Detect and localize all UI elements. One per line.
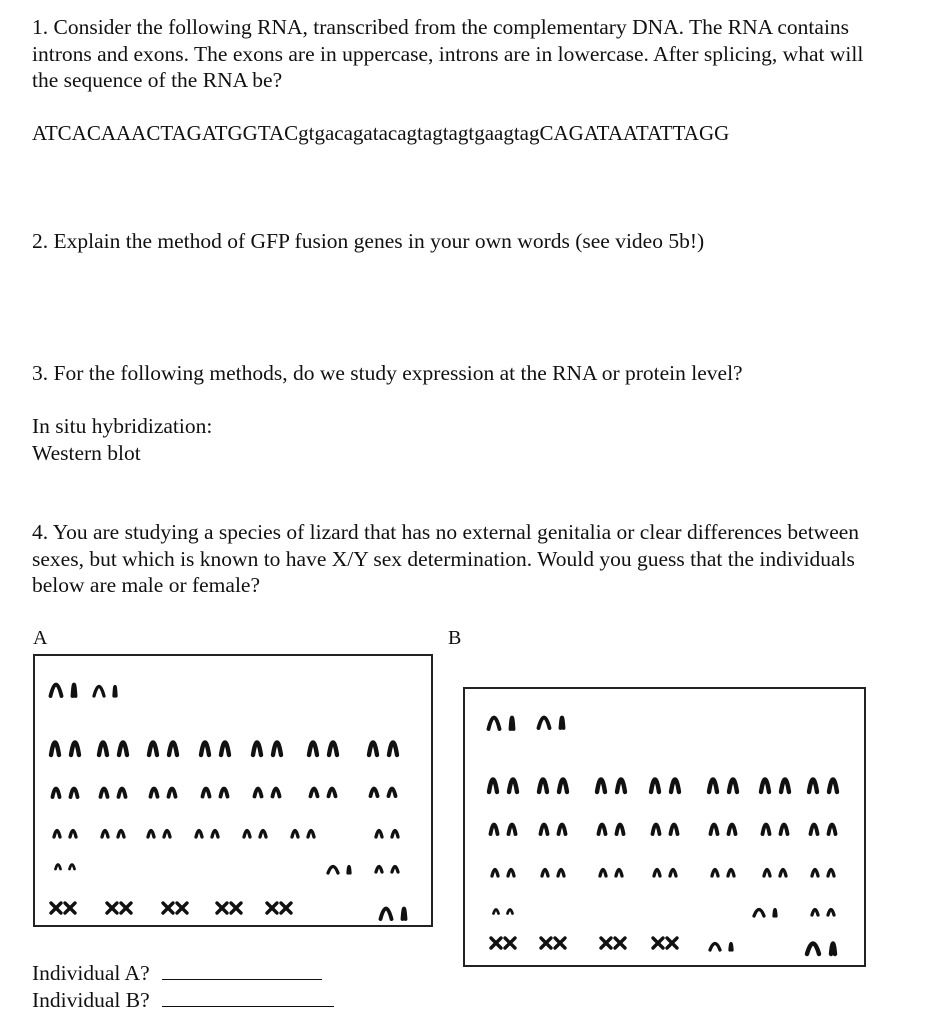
rna-sequence: ATCACAAACTAGATGGTACgtgacagatacagtagtagtgaagtagCAGATAATATTAGG — [32, 121, 730, 145]
chromosome-pair — [376, 867, 398, 873]
chromosome-pair — [244, 831, 266, 838]
chromosome-pair — [292, 831, 314, 838]
chromosome-pair — [539, 718, 564, 729]
chromosome-pair — [107, 903, 131, 913]
chromosome-pair — [489, 780, 517, 793]
chromosome-pair — [217, 903, 241, 913]
question-3-text: 3. For the following methods, do we study expression at the RNA or protein level? — [32, 361, 743, 385]
chromosome-pair — [653, 938, 677, 948]
chromosome-pair — [599, 825, 624, 835]
chromosome-pair — [761, 780, 789, 793]
answer-a-row — [32, 960, 322, 986]
chromosome-pair — [267, 903, 291, 913]
chromosome-pair — [597, 780, 625, 793]
chromosome-pair — [541, 825, 566, 835]
chromosome-pair — [311, 789, 336, 797]
chromosome-pair — [203, 789, 228, 797]
panel-a-label: A — [33, 627, 48, 649]
chromosome-pair — [309, 743, 337, 756]
chromosome-pair — [812, 870, 834, 877]
chromosome-pair — [654, 870, 676, 877]
chromosome-pair — [653, 825, 678, 835]
chromosome-pair — [51, 903, 75, 913]
question-4-text: 4. You are studying a species of lizard that has no external genitalia or clear differences between sexes, but which is known to have X/Y sex determination. Would you guess that the individuals below are male or female? — [32, 520, 860, 597]
chromosome-pair — [51, 685, 76, 697]
chromosome-pair — [381, 909, 406, 920]
answer-b-row — [32, 987, 334, 1013]
panel-b-label: B — [448, 627, 462, 649]
chromosome-pair — [763, 825, 788, 835]
chromosome-pair — [542, 870, 564, 877]
chromosome-pair — [711, 825, 736, 835]
answer-b-label: Individual B? — [32, 988, 150, 1012]
chromosome-pair — [151, 789, 176, 797]
chromosome-pair — [812, 910, 834, 916]
chromosome-pair — [54, 831, 76, 838]
chromosome-pair — [492, 870, 514, 877]
chromosome-pair — [651, 780, 679, 793]
chromosome-pair — [709, 780, 737, 793]
chromosome-pair — [494, 910, 513, 914]
chromosome-pair — [148, 831, 170, 838]
chromosome-pair — [754, 910, 776, 917]
chromosome-pair — [102, 831, 124, 838]
chromosome-pair — [53, 789, 78, 798]
method-in-situ-hybridization: In situ hybridization: — [32, 414, 213, 438]
chromosome-pair — [253, 743, 281, 756]
chromosome-pair — [255, 789, 280, 797]
method-western-blot: Western blot — [32, 441, 141, 465]
chromosome-pair — [764, 870, 786, 877]
chromosome-pair — [601, 938, 625, 948]
chromosome-pair — [600, 870, 622, 877]
chromosome-pair — [56, 865, 75, 870]
chromosome-pair — [201, 743, 229, 756]
chromosome-pair — [491, 825, 516, 835]
chromosome-pair — [149, 743, 177, 756]
chromosome-pair — [489, 718, 514, 730]
chromosome-pair — [99, 743, 127, 756]
karyotype-a-chromosomes — [35, 656, 431, 925]
chromosome-pair — [541, 938, 565, 948]
karyotype-b — [463, 687, 866, 967]
chromosome-pair — [712, 870, 734, 877]
chromosome-pair — [376, 831, 398, 838]
chromosome-pair — [491, 938, 515, 948]
question-1-text: 1. Consider the following RNA, transcribed from the complementary DNA. The RNA contains introns and exons. The exons are in uppercase, introns are in lowercase. After splicing, what will the sequence of the RNA be? — [32, 15, 864, 92]
chromosome-pair — [710, 944, 732, 951]
chromosome-pair — [163, 903, 187, 913]
chromosome-pair — [539, 780, 567, 793]
question-2-text: 2. Explain the method of GFP fusion genes in your own words (see video 5b!) — [32, 229, 705, 253]
chromosome-pair — [371, 789, 396, 797]
chromosome-pair — [94, 687, 116, 697]
chromosome-pair — [811, 825, 836, 835]
karyotype-a — [33, 654, 433, 927]
answer-a-blank[interactable] — [162, 961, 322, 980]
answer-a-label: Individual A? — [32, 961, 150, 985]
chromosome-pair — [369, 743, 397, 756]
chromosome-pair — [101, 789, 126, 797]
karyotype-b-chromosomes — [465, 689, 864, 965]
answer-b-blank[interactable] — [162, 988, 334, 1007]
chromosome-pair — [196, 831, 218, 838]
chromosome-pair — [809, 780, 837, 793]
chromosome-pair — [51, 743, 79, 756]
chromosome-pair — [328, 867, 350, 874]
chromosome-pair — [807, 944, 835, 955]
